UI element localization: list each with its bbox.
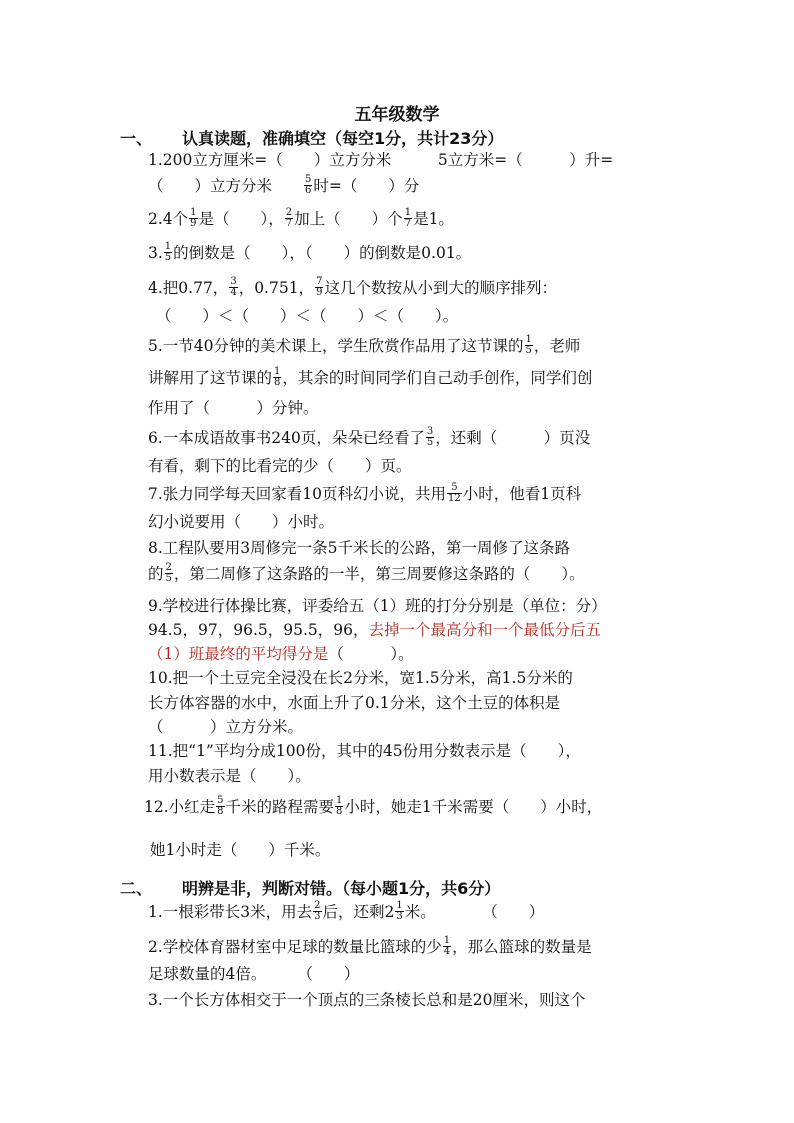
fraction: $\frac{2}{5}$ [165, 561, 172, 584]
section-1-title: 认真读题，准确填空（每空1分，共计23分） [182, 129, 504, 148]
fraction: $\frac{1}{5}$ [525, 333, 532, 356]
fraction: $\frac{1}{8}$ [336, 794, 343, 817]
q10-line-2: 长方体容器的水中，水面上升了0.1分米，这个土豆的体积是 [148, 694, 561, 712]
fraction: $\frac{3}{4}$ [230, 275, 237, 298]
red-highlight-text: （1）班最终的平均得分是 [148, 645, 329, 663]
s2-q1-line: 1.一根彩带长3米，用去 $\frac{2}{3}$ 后，还剩2 $\frac{1}{3}$ 米。 （ ） [148, 899, 545, 922]
q1-line-1: 1.200立方厘米=（ ）立方分米 5立方米=（ ）升= [148, 151, 614, 169]
q3-line: 3. $\frac{1}{5}$ 的倒数是（ ），（ ）的倒数是0.01。 [148, 240, 472, 263]
fraction: $\frac{5}{12}$ [448, 481, 461, 504]
q6-line-2: 有看，剩下的比看完的少（ ）页。 [148, 457, 412, 475]
q5-line-3: 作用了（ ）分钟。 [148, 399, 319, 417]
fraction: $\frac{2}{3}$ [314, 899, 321, 922]
q5-line-2: 讲解用了这节课的 $\frac{1}{8}$ ，其余的时间同学们自己动手创作，同学们创 [148, 365, 593, 388]
q7-line-1: 7.张力同学每天回家看10页科幻小说，共用 $\frac{5}{12}$ 小时，他看1页科 [148, 481, 582, 504]
fraction: $\frac{2}{7}$ [285, 206, 293, 229]
q11-line-2: 用小数表示是（ ）。 [148, 767, 311, 785]
section-1-number: 一、 [120, 129, 153, 148]
q1-line-2: （ ）立方分米 $\frac{5}{6}$ 时=（ ）分 [148, 173, 420, 196]
q6-line-1: 6.一本成语故事书240页，朵朵已经看了 $\frac{3}{5}$ ，还剩（ ）页没 [148, 425, 591, 448]
fraction: $\frac{1}{4}$ [443, 934, 451, 957]
fraction: $\frac{1}{9}$ [190, 206, 197, 229]
q7-line-2: 幻小说要用（ ）小时。 [148, 513, 335, 531]
q10-line-3: （ ）立方分米。 [148, 718, 304, 736]
fraction: $\frac{3}{5}$ [426, 425, 434, 448]
fraction: $\frac{1}{5}$ [164, 240, 172, 263]
q12-line-1: 12.小红走 $\frac{5}{8}$ 千米的路程需要 $\frac{1}{8}$ 小时，她走1千米需要（ ）小时， [144, 794, 603, 817]
q8-line-2: 的 $\frac{2}{5}$ ，第二周修了这条路的一半，第三周要修这条路的（ ）。 [148, 561, 585, 584]
q2-line: 2.4个 $\frac{1}{9}$ 是（ ）， $\frac{2}{7}$ 加上（ ）个 $\frac{1}{7}$ 是1。 [148, 206, 454, 229]
page-title: 五年级数学 [354, 105, 440, 125]
s2-q2-line-2: 足球数量的4倍。 （ ） [148, 965, 360, 983]
q4-line-2: （ ）＜（ ）＜（ ）＜（ ）。 [156, 307, 459, 325]
fraction: $\frac{5}{8}$ [217, 794, 224, 817]
fraction: $\frac{5}{6}$ [305, 173, 312, 196]
fraction: $\frac{7}{9}$ [316, 275, 323, 298]
q4-line-1: 4.把0.77， $\frac{3}{4}$ ，0.751， $\frac{7}{9}$ 这几个数按从小到大的顺序排列： [148, 275, 557, 298]
q9-line-3: （1）班最终的平均得分是（ ）。 [148, 645, 414, 663]
q9-line-1: 9.学校进行体操比赛，评委给五（1）班的打分分别是（单位：分） [148, 597, 607, 615]
section-2-title: 明辨是非，判断对错。（每小题1分，共6分） [182, 879, 501, 898]
q10-line-1: 10.把一个土豆完全浸没在长2分米，宽1.5分米，高1.5分米的 [148, 669, 573, 687]
section-1-heading [120, 126, 503, 149]
fraction: $\frac{1}{7}$ [404, 206, 412, 229]
q9-line-2: 94.5，97，96.5，95.5，96，去掉一个最高分和一个最低分后五 [148, 621, 601, 639]
q11-line-1: 11.把“1”平均分成100份，其中的45份用分数表示是（ ）， [148, 742, 581, 760]
section-2-number: 二、 [120, 879, 153, 898]
q12-line-2: 她1小时走（ ）千米。 [150, 841, 331, 859]
fraction: $\frac{1}{8}$ [274, 365, 281, 388]
section-2-heading [120, 876, 500, 899]
q8-line-1: 8.工程队要用3周修完一条5千米长的公路，第一周修了这条路 [148, 539, 571, 557]
q5-line-1: 5.一节40分钟的美术课上，学生欣赏作品用了这节课的 $\frac{1}{5}$ ，老师 [148, 333, 581, 356]
s2-q2-line-1: 2.学校体育器材室中足球的数量比篮球的少 $\frac{1}{4}$ ，那么篮球的数量是 [148, 934, 592, 957]
fraction: $\frac{1}{3}$ [396, 899, 403, 922]
red-highlight-text: 去掉一个最高分和一个最低分后五 [368, 621, 601, 639]
s2-q3-line-1: 3.一个长方体相交于一个顶点的三条棱长总和是20厘米，则这个 [148, 991, 586, 1009]
